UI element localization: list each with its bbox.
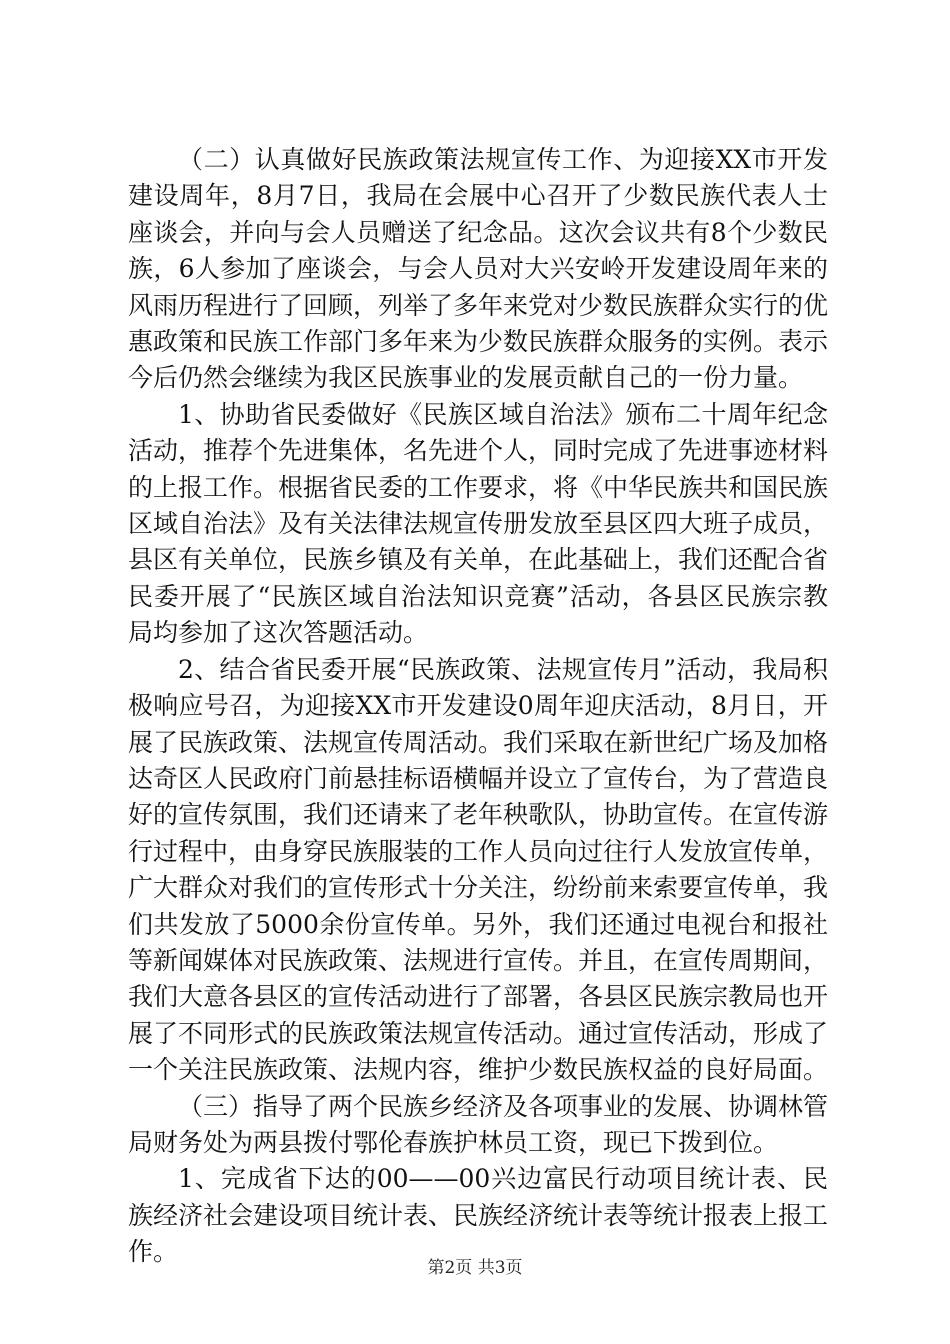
- paragraph-item-3-1: 1、完成省下达的00——00兴边富民行动项目统计表、民族经济社会建设项目统计表、民族经济统计表等统计报表上报工作。: [128, 1164, 829, 1267]
- page-number-footer: 第2页 共3页: [427, 1258, 523, 1278]
- paragraph-item-2: 2、结合省民委开展“民族政策、法规宣传月”活动，我局积极响应号召，为迎接XX市开发建设0周年迎庆活动，8月日，开展了民族政策、法规宣传周活动。我们采取在新世纪广场及加格达奇区人民政府门前悬挂标语横幅并设立了宣传台，为了营造良好的宣传氛围，我们还请来了老年秧歌队，协助宣传。在宣传游行过程中，由身穿民族服装的工作人员向过往行人发放宣传单，广大群众对我们的宣传形式十分关注，纷纷前来索要宣传单，我们共发放了5000余份宣传单。另外，我们还通过电视台和报社等新闻媒体对民族政策、法规进行宣传。并且，在宣传周期间，我们大意各县区的宣传活动进行了部署，各县区民族宗教局也开展了不同形式的民族政策法规宣传活动。通过宣传活动，形成了一个关注民族政策、法规内容，维护少数民族权益的良好局面。: [128, 654, 829, 1085]
- paragraph-section-3: （三）指导了两个民族乡经济及各项事业的发展、协调林管局财务处为两县拨付鄂伦春族护林员工资，现已下拨到位。: [128, 1091, 829, 1157]
- paragraph-item-1: 1、协助省民委做好《民族区域自治法》颁布二十周年纪念活动，推荐个先进集体，名先进个人，同时完成了先进事迹材料的上报工作。根据省民委的工作要求，将《中华民族共和国民族区域自治法》及有关法律法规宣传册发放至县区四大班子成员，县区有关单位，民族乡镇及有关单，在此基础上，我们还配合省民委开展了“民族区域自治法知识竞赛”活动，各县区民族宗教局均参加了这次答题活动。: [128, 399, 829, 648]
- document-body: [128, 142, 828, 1271]
- paragraph-section-2: （二）认真做好民族政策法规宣传工作、为迎接XX市开发建设周年，8月7日，我局在会展中心召开了少数民族代表人士座谈会，并向与会人员赠送了纪念品。这次会议共有8个少数民族，6人参加了座谈会，与会人员对大兴安岭开发建设周年来的风雨历程进行了回顾，列举了多年来党对少数民族群众实行的优惠政策和民族工作部门多年来为少数民族群众服务的实例。表示今后仍然会继续为我区民族事业的发展贡献自己的一份力量。: [128, 145, 829, 393]
